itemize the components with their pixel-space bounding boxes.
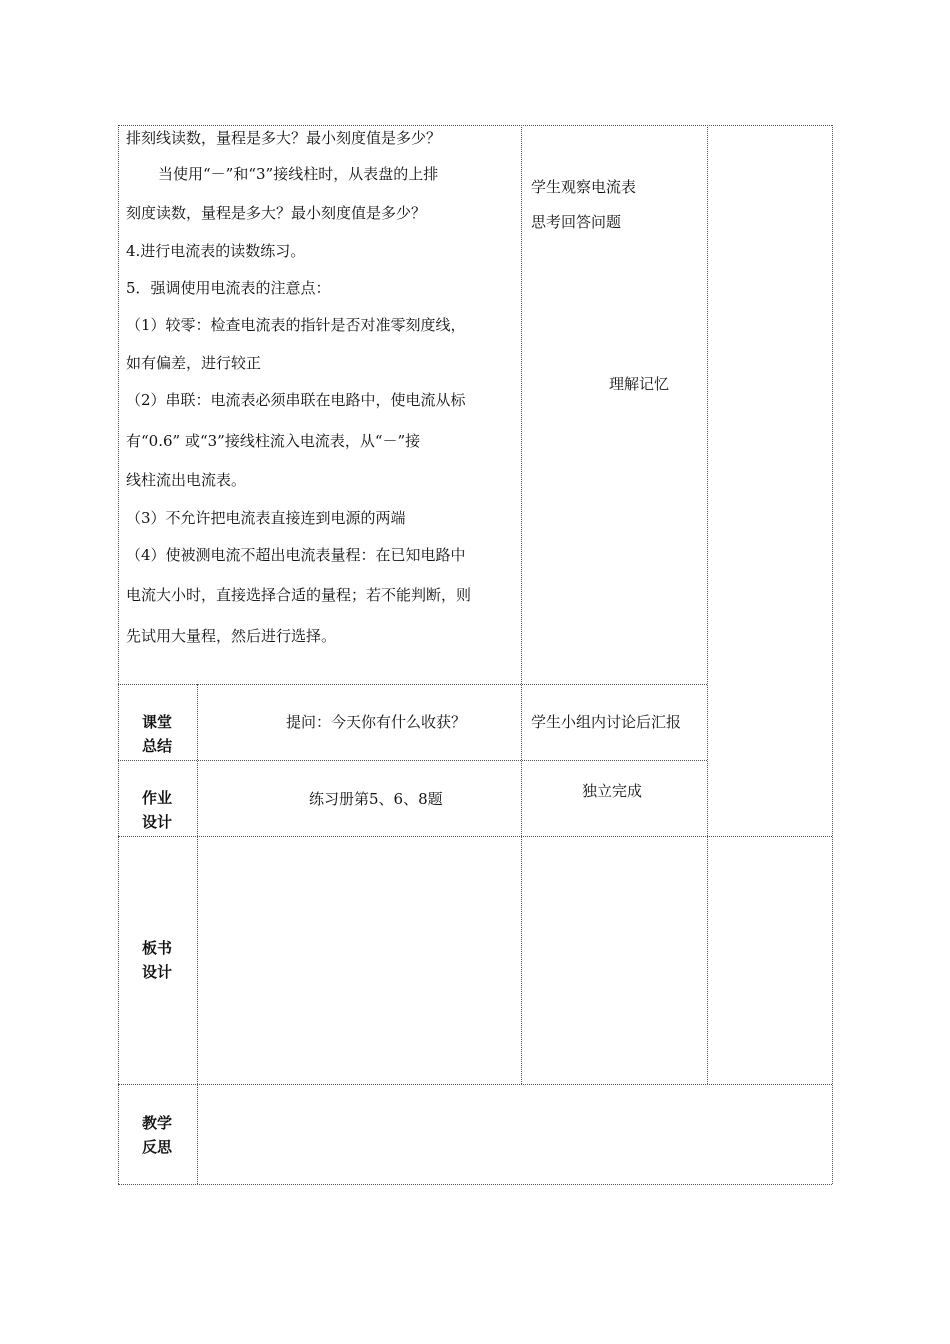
grid-line bbox=[118, 836, 832, 837]
summary-teacher-text: 提问：今天你有什么收获？ bbox=[286, 713, 467, 731]
content-line: 先试用大量程，然后进行选择。 bbox=[126, 627, 337, 645]
content-line: 线柱流出电流表。 bbox=[126, 471, 247, 489]
student-line: 思考回答问题 bbox=[531, 213, 622, 231]
content-line: （4）使被测电流不超出电流表量程：在已知电路中 bbox=[126, 546, 466, 564]
grid-line bbox=[197, 684, 198, 1084]
content-line: 当使用“－”和“3”接线柱时，从表盘的上排 bbox=[143, 165, 439, 183]
content-line: 刻度读数，量程是多大？最小刻度值是多少？ bbox=[126, 204, 427, 222]
grid-line bbox=[118, 125, 119, 1184]
reflection-label-line: 反思 bbox=[141, 1138, 172, 1156]
student-note: 理解记忆 bbox=[609, 375, 670, 393]
grid-line bbox=[521, 125, 522, 1084]
board-label-line: 板书 bbox=[141, 939, 172, 957]
content-line: 4.进行电流表的读数练习。 bbox=[126, 242, 306, 260]
homework-label-line: 设计 bbox=[141, 813, 172, 831]
grid-line bbox=[707, 125, 708, 1084]
grid-line bbox=[118, 1084, 832, 1085]
summary-label-line: 总结 bbox=[141, 737, 172, 755]
board-label bbox=[118, 936, 196, 984]
content-line: 电流大小时，直接选择合适的量程；若不能判断，则 bbox=[126, 586, 472, 604]
reflection-label bbox=[118, 1111, 196, 1159]
homework-label-line: 作业 bbox=[141, 789, 172, 807]
content-line: 5．强调使用电流表的注意点： bbox=[126, 279, 331, 297]
summary-student-text: 学生小组内讨论后汇报 bbox=[531, 713, 682, 731]
grid-line bbox=[832, 125, 833, 1184]
reflection-label-line: 教学 bbox=[141, 1114, 172, 1132]
summary-label bbox=[118, 710, 196, 758]
grid-line bbox=[118, 684, 707, 685]
content-line: 如有偏差，进行较正 bbox=[126, 354, 262, 372]
grid-line bbox=[118, 125, 832, 126]
board-label-line: 设计 bbox=[141, 963, 172, 981]
content-line: 有“0.6” 或“3”接线柱流入电流表，从“－”接 bbox=[126, 432, 421, 450]
homework-student-text: 独立完成 bbox=[582, 782, 643, 800]
content-line: （2）串联：电流表必须串联在电路中，使电流从标 bbox=[126, 391, 466, 409]
grid-line bbox=[118, 1184, 832, 1185]
grid-line bbox=[118, 760, 707, 761]
content-line: （3）不允许把电流表直接连到电源的两端 bbox=[126, 509, 406, 527]
homework-teacher-text: 练习册第5、6、8题 bbox=[309, 790, 443, 808]
content-line: （1）较零：检查电流表的指针是否对准零刻度线， bbox=[126, 316, 466, 334]
content-line: 排刻线读数，量程是多大？最小刻度值是多少？ bbox=[126, 129, 442, 147]
grid-line bbox=[197, 1084, 198, 1184]
student-line: 学生观察电流表 bbox=[531, 178, 637, 196]
summary-label-line: 课堂 bbox=[141, 713, 172, 731]
homework-label bbox=[118, 786, 196, 834]
